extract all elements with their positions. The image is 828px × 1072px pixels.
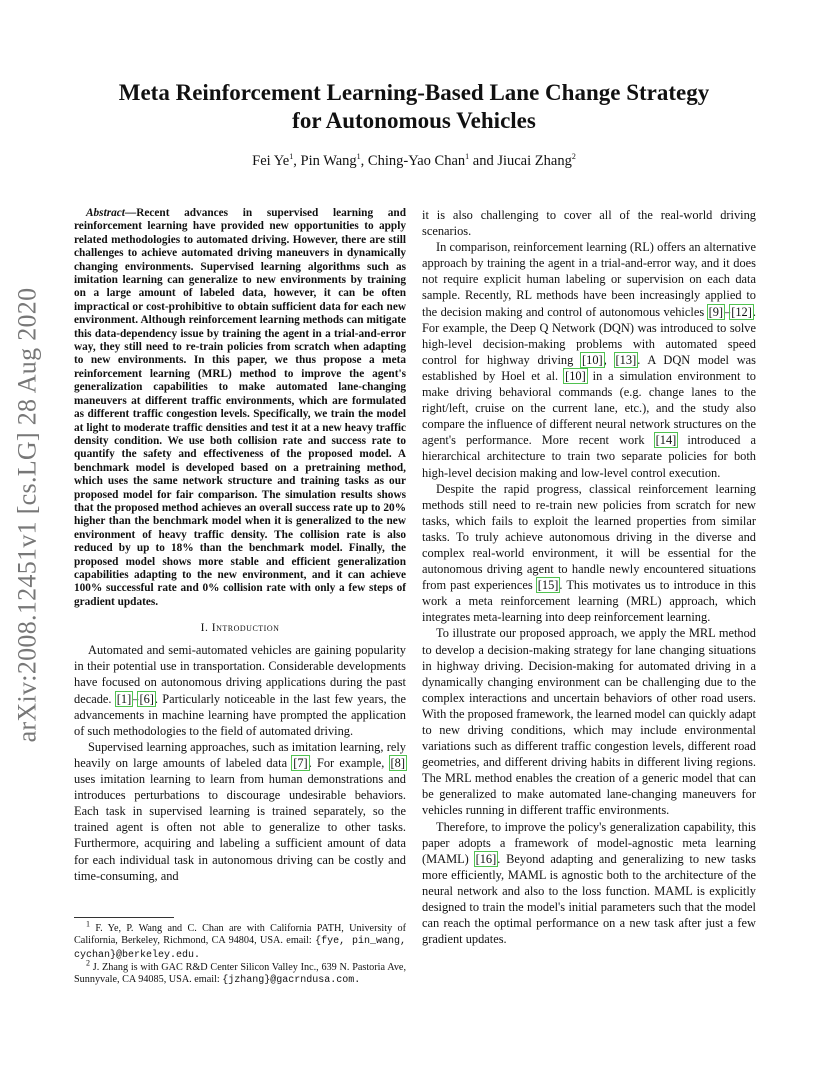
footnote-mark: 1 [86, 919, 90, 929]
paragraph-text: in a simulation environment to make driving behavioral commands (e.g. change lanes to the right/left, cruise on the current lane, etc.), and the study also compare the influence of different neural network structures on the agent's performance. More recent work [422, 368, 756, 448]
footnote-email: {jzhang}@gacrndusa.com. [222, 975, 361, 987]
author-separator: and [469, 153, 498, 169]
citation-link[interactable]: [6] [139, 691, 154, 706]
paragraph-text: , [603, 352, 615, 367]
citation-link[interactable]: [16] [475, 851, 497, 866]
abstract-text: —Recent advances in supervised learning and reinforcement learning have provided new opportunities to apply related methodologies to automated driving. However, there are still challenges to achieve automated driving maneuvers in dynamically changing environments. Supervised learning algorithms such as imitation learning can generalize to new environments by training on a large amount of labeled data, however, it can be often impractical or cost-prohibitive to obtain sufficient data for each new environment. Although reinforcement learning methods can mitigate this data-dependency issue by training the agent in a trial-and-error way, they still need to re-train policies from scratch when adapting to new environments. In this paper, we thus propose a meta reinforcement learning (MRL) method to improve the agent's generalization capabilities to make automated lane-changing maneuvers at different traffic environments, which are formulated as different traffic congestion levels. Specifically, we train the model at light to moderate traffic densities and test it at a new heavy traffic density condition. We use both collision rate and success rate to quantify the safety and effectiveness of the proposed model. A benchmark model is developed based on a pretraining method, which uses the same network structure and training tasks as our proposed model for fair comparison. The simulation results shows that the proposed method achieves an overall success rate up to 20% higher than the benchmark model when it is generalized to the new environment of heavy traffic density. The collision rate is also reduced by up to 18% than the benchmark model. Finally, the proposed model shows more stable and efficient generalization capabilities adapting to the new environment, and it can achieve 100% successful rate and 0% collision rate with only a few steps of gradient updates. [74, 207, 406, 608]
left-column [74, 207, 406, 884]
paragraph-text: – [132, 691, 139, 706]
right-paragraph-1 [422, 239, 756, 480]
abstract-label: Abstract [86, 207, 125, 219]
right-paragraph-0 [422, 207, 756, 239]
paragraph-text: – [724, 304, 731, 319]
paragraph-text: it is also challenging to cover all of the real-world driving scenarios. [422, 208, 756, 239]
author-name: Fei Ye [252, 153, 290, 169]
right-paragraph-2 [422, 481, 756, 626]
paragraph-text: introduced a hierarchical architecture to train two separate policies for both high-level decision making and low-level control execution. [422, 433, 756, 480]
affiliation-mark: 1 [289, 152, 294, 162]
author-name: Ching-Yao Chan [367, 153, 466, 169]
author-separator: , [360, 153, 368, 169]
right-column [422, 207, 756, 947]
citation-link[interactable]: [10] [582, 352, 603, 367]
paragraph-text: . This motivates us to introduce in this work a meta reinforcement learning (MRL) approach, which integrates meta-learning into deep reinforcement learning. [422, 578, 757, 625]
citation-link[interactable]: [7] [293, 755, 308, 770]
paper-title [70, 79, 758, 135]
paragraph-text: . For example, the Deep Q Network (DQN) was introduced to solve high-level decision-making problems with automated speed control for highway driving [422, 304, 756, 367]
title-line-1: Meta Reinforcement Learning-Based Lane Change Strategy [118, 80, 710, 105]
footnotes [74, 919, 406, 987]
right-paragraph-3 [422, 625, 756, 818]
citation-link[interactable]: [14] [655, 433, 677, 448]
citation-link[interactable]: [9] [708, 304, 724, 319]
paragraph-text: . Particularly noticeable in the last few years, the advancements in machine learning have prompted the application of such methodologies to the field of automated driving. [74, 691, 406, 738]
arxiv-id-text: arXiv:2008.12451v1 [cs.LG] 28 Aug 2020 [12, 287, 42, 743]
paragraph-text: To illustrate our proposed approach, we apply the MRL method to develop a decision-making strategy for lane changing situations in highway driving. Decision-making for automated driving in a dynamically changing environment can be challenging due to the complex interactions and uncertain behaviors of other road users. With the proposed framework, the learned model can quickly adapt to new driving conditions, which may include environmental variations such as different traffic congestion levels, different road geometries, and different driving habits in different living regions. The MRL method enables the creation of a generic model that can be generalized to make automated lane-changing maneuvers for vehicles running in different traffic environments. [422, 626, 756, 818]
paragraph-text: . Beyond adapting and generalizing to new tasks more efficiently, MAML is agnostic both to the architecture of the neural network and also to the loss function. MAML is explicitly designed to train the model's initial parameters such that the model can reach the optimal performance on a new task after just a few gradient updates. [422, 851, 756, 947]
section-heading-introduction: I. Introduction [200, 621, 280, 635]
citation-link[interactable]: [8] [390, 755, 405, 770]
citation-link[interactable]: [10] [565, 368, 586, 383]
author-name: Jiucai Zhang [497, 153, 572, 169]
paragraph-text: uses imitation learning to learn from human demonstrations and introduces perturbations to discourage undesirable behaviors. Each task in supervised learning is trained separately, so the trained agent is often not able to generalize to other tasks. Furthermore, acquiring and labeling a sufficient amount of data for each individual task in autonomous driving can be costly and time-consuming, and [74, 772, 406, 883]
right-paragraph-4 [422, 819, 756, 948]
title-line-2: for Autonomous Vehicles [292, 108, 536, 133]
intro-paragraph-2 [74, 739, 406, 884]
citation-link[interactable]: [1] [116, 691, 132, 706]
footnote-email: {fye, pin_wang, cychan}@berkeley.edu. [74, 936, 406, 961]
footnote-text: J. Zhang is with GAC R&D Center Silicon Valley Inc., 639 N. Pastoria Ave, Sunnyvale, CA 94085, USA. email: [74, 961, 406, 986]
paragraph-text: Therefore, to improve the policy's generalization capability, this paper adopts a framework of model-agnostic meta learning (MAML) [422, 819, 756, 866]
footnote-mark: 2 [86, 958, 90, 968]
footnote-text: F. Ye, P. Wang and C. Chan are with California PATH, University of California, Berkeley, Richmond, CA 94804, USA. email: [74, 923, 406, 947]
footnote-rule [74, 917, 174, 918]
paragraph-text: . A DQN model was established by Hoel et al. [422, 352, 756, 383]
arxiv-identifier [2, 285, 52, 745]
paragraph-text: Supervised learning approaches, such as imitation learning, rely heavily on large amounts of labeled data [74, 739, 406, 770]
paragraph-text: Despite the rapid progress, classical reinforcement learning methods still need to re-train new policies from scratch for new tasks, which fails to exploit the learned properties from similar tasks. To truly achieve autonomous driving in the diverse and complex real-world environment, it will be essential for the autonomous driving agent to handle newly encountered situations from past experiences [422, 481, 756, 593]
affiliation-mark: 1 [356, 152, 361, 162]
paragraph-text: In comparison, reinforcement learning (RL) offers an alternative approach by training the agent in a trial-and-error way, and it does not require explicit human labeling or supervision on each data sample. Recently, RL methods have been increasingly applied to the decision making and control of autonomous vehicles [422, 240, 756, 319]
footnote-2 [74, 958, 406, 988]
affiliation-mark: 1 [465, 152, 470, 162]
footnote-1 [74, 919, 406, 962]
citation-link[interactable]: [15] [537, 578, 559, 593]
paragraph-text: . For example, [308, 755, 390, 770]
affiliation-mark: 2 [571, 152, 576, 162]
citation-link[interactable]: [12] [731, 304, 752, 319]
author-name: Pin Wang [300, 153, 357, 169]
paragraph-text: Automated and semi-automated vehicles are gaining popularity in their potential use in transportation. Considerable developments have focused on autonomous driving applications during the past decade. [74, 643, 406, 706]
author-separator: , [293, 153, 301, 169]
citation-link[interactable]: [13] [615, 352, 637, 367]
abstract [74, 207, 406, 609]
intro-paragraph-1 [74, 642, 406, 739]
author-list [70, 153, 758, 170]
